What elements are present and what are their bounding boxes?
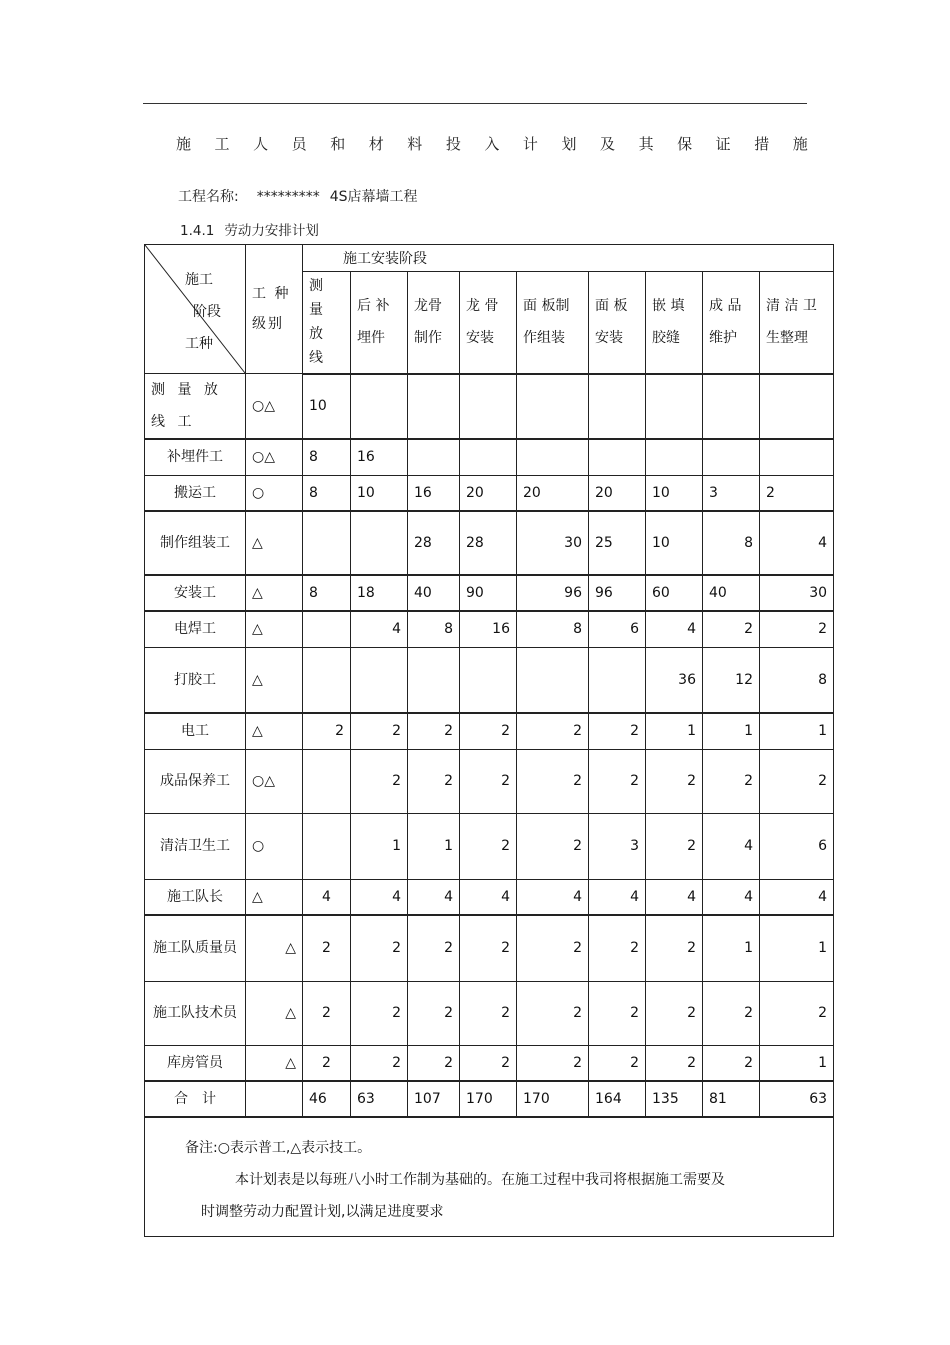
value-cell: 2 (760, 981, 834, 1045)
value-cell: 2 (517, 1045, 589, 1081)
value-cell: 2 (460, 1045, 517, 1081)
value-cell (646, 374, 703, 440)
value-cell (517, 439, 589, 475)
value-cell: 2 (408, 749, 460, 813)
table-row (145, 713, 834, 749)
value-cell (703, 439, 760, 475)
value-cell: 30 (517, 511, 589, 575)
table-row (145, 511, 834, 575)
stage-label: 龙 骨安装 (466, 298, 499, 347)
value-cell: 4 (351, 879, 408, 915)
level-cell: △ (246, 915, 303, 981)
value-cell: 4 (460, 879, 517, 915)
worker-type: 搬运工 (174, 484, 216, 501)
title-char: 入 (484, 135, 500, 153)
value-cell (517, 647, 589, 713)
worker-type-cell (145, 475, 246, 511)
value-cell: 20 (460, 475, 517, 511)
value-cell: 4 (517, 879, 589, 915)
level-header (246, 245, 303, 374)
value-cell: 4 (646, 879, 703, 915)
stage-col-header (589, 272, 646, 374)
value-cell (408, 439, 460, 475)
value-cell (760, 439, 834, 475)
level-cell: △ (246, 647, 303, 713)
level-cell: ○ (246, 475, 303, 511)
worker-type: 合 计 (174, 1091, 216, 1107)
value-cell: 2 (703, 611, 760, 647)
worker-type-cell (145, 915, 246, 981)
value-cell: 40 (408, 575, 460, 611)
header-row-stage (145, 245, 834, 272)
value-cell: 2 (589, 713, 646, 749)
worker-type: 制作组装工 (160, 535, 230, 551)
value-cell: 107 (408, 1081, 460, 1117)
value-cell: 2 (303, 713, 351, 749)
worker-type: 清洁卫生工 (160, 838, 230, 854)
value-cell (303, 813, 351, 879)
title-char: 料 (407, 135, 423, 153)
table-row (145, 1045, 834, 1081)
table-row (145, 475, 834, 511)
worker-type-cell (145, 981, 246, 1045)
value-cell: 2 (703, 1045, 760, 1081)
value-cell: 20 (517, 475, 589, 511)
value-cell: 4 (303, 879, 351, 915)
title-char: 划 (561, 135, 577, 153)
worker-type: 补埋件工 (167, 449, 223, 466)
value-cell: 2 (760, 475, 834, 511)
value-cell: 2 (646, 915, 703, 981)
corner-label-bottom: 工种 (185, 336, 213, 352)
worker-type: 施工队长 (167, 888, 223, 905)
top-rule (143, 103, 807, 104)
value-cell: 6 (589, 611, 646, 647)
value-cell (303, 647, 351, 713)
note-cell (145, 1117, 834, 1237)
value-cell: 2 (703, 749, 760, 813)
value-cell: 2 (517, 981, 589, 1045)
level-cell: △ (246, 511, 303, 575)
worker-type: 电工 (181, 723, 209, 740)
value-cell: 2 (408, 981, 460, 1045)
worker-type: 库房管员 (167, 1054, 223, 1071)
project-line (178, 186, 418, 206)
value-cell: 12 (703, 647, 760, 713)
value-cell: 8 (517, 611, 589, 647)
value-cell: 2 (589, 981, 646, 1045)
stage-col-header (303, 272, 351, 374)
value-cell: 170 (460, 1081, 517, 1117)
value-cell (460, 647, 517, 713)
value-cell (589, 374, 646, 440)
corner-label-top: 施工 (185, 272, 213, 288)
worker-type-cell (145, 511, 246, 575)
section-title: 劳动力安排计划 (224, 223, 319, 239)
worker-type-cell (145, 374, 246, 440)
value-cell: 1 (703, 713, 760, 749)
section-number: 1.4.1 (180, 223, 215, 239)
worker-type-cell (145, 713, 246, 749)
value-cell (408, 374, 460, 440)
value-cell: 96 (517, 575, 589, 611)
stage-label: 后 补埋件 (357, 298, 390, 347)
value-cell: 4 (760, 511, 834, 575)
level-cell: △ (246, 575, 303, 611)
value-cell (460, 374, 517, 440)
document-title (176, 133, 808, 154)
value-cell (303, 749, 351, 813)
value-cell: 2 (646, 813, 703, 879)
value-cell: 2 (351, 713, 408, 749)
diagonal-header-cell (145, 245, 246, 374)
value-cell: 3 (589, 813, 646, 879)
worker-type-cell (145, 611, 246, 647)
note-line-2: 本计划表是以每班八小时工作制为基础的。在施工过程中我司将根据施工需要及 (235, 1172, 725, 1188)
value-cell: 8 (303, 575, 351, 611)
stage-header: 施工安装阶段 (303, 245, 834, 272)
value-cell: 96 (589, 575, 646, 611)
value-cell (760, 374, 834, 440)
worker-type: 测 量 放 线 工 (151, 382, 222, 430)
worker-type-cell (145, 575, 246, 611)
section-heading (180, 219, 319, 239)
value-cell: 2 (517, 813, 589, 879)
project-label: 工程名称: (178, 189, 239, 205)
project-stars: ********* (256, 189, 320, 205)
value-cell: 16 (351, 439, 408, 475)
value-cell: 81 (703, 1081, 760, 1117)
title-char: 人 (253, 135, 269, 153)
stage-col-header (351, 272, 408, 374)
table-row (145, 1081, 834, 1117)
value-cell: 135 (646, 1081, 703, 1117)
value-cell (646, 439, 703, 475)
table-row (145, 749, 834, 813)
table-row (145, 813, 834, 879)
worker-type-cell (145, 749, 246, 813)
value-cell: 4 (703, 879, 760, 915)
table-row (145, 575, 834, 611)
stage-label: 成 品维护 (709, 298, 742, 347)
value-cell: 1 (703, 915, 760, 981)
title-char: 员 (291, 135, 307, 153)
value-cell: 18 (351, 575, 408, 611)
value-cell: 36 (646, 647, 703, 713)
title-char: 投 (445, 135, 461, 153)
title-char: 和 (330, 135, 346, 153)
value-cell: 2 (760, 749, 834, 813)
value-cell: 164 (589, 1081, 646, 1117)
value-cell: 6 (760, 813, 834, 879)
title-char: 保 (677, 135, 693, 153)
value-cell: 4 (760, 879, 834, 915)
value-cell: 2 (589, 1045, 646, 1081)
value-cell (351, 647, 408, 713)
title-char: 其 (638, 135, 654, 153)
value-cell: 2 (351, 1045, 408, 1081)
value-cell: 2 (303, 981, 351, 1045)
value-cell: 2 (303, 1045, 351, 1081)
worker-type-cell (145, 439, 246, 475)
stage-label: 嵌 填胶缝 (652, 298, 685, 347)
worker-type-cell (145, 1081, 246, 1117)
value-cell (408, 647, 460, 713)
stage-col-header (703, 272, 760, 374)
value-cell: 2 (517, 749, 589, 813)
note-line-1: 备注:○表示普工,△表示技工。 (185, 1140, 372, 1156)
corner-label-mid: 阶段 (193, 304, 221, 320)
stage-label: 龙骨制作 (414, 298, 442, 347)
level-cell: ○△ (246, 749, 303, 813)
title-char: 及 (600, 135, 616, 153)
level-cell: △ (246, 981, 303, 1045)
value-cell (589, 647, 646, 713)
value-cell: 2 (460, 749, 517, 813)
title-char: 施 (792, 135, 808, 153)
title-char: 材 (368, 135, 384, 153)
title-char: 证 (715, 135, 731, 153)
value-cell: 20 (589, 475, 646, 511)
level-cell: △ (246, 611, 303, 647)
value-cell: 4 (408, 879, 460, 915)
value-cell (460, 439, 517, 475)
worker-type-cell (145, 647, 246, 713)
worker-type: 成品保养工 (160, 773, 230, 789)
level-cell: △ (246, 713, 303, 749)
value-cell: 2 (646, 981, 703, 1045)
table-row (145, 374, 834, 440)
value-cell: 2 (760, 611, 834, 647)
stage-col-header (517, 272, 589, 374)
value-cell (303, 611, 351, 647)
project-name: 4S店幕墙工程 (329, 189, 418, 205)
level-cell: ○△ (246, 439, 303, 475)
stage-label: 面 板制作组装 (523, 298, 570, 347)
value-cell: 2 (460, 915, 517, 981)
value-cell: 2 (351, 915, 408, 981)
title-char: 施 (176, 135, 192, 153)
value-cell: 1 (760, 1045, 834, 1081)
value-cell: 2 (646, 749, 703, 813)
value-cell: 2 (351, 981, 408, 1045)
value-cell: 2 (703, 981, 760, 1045)
value-cell: 60 (646, 575, 703, 611)
level-cell (246, 1081, 303, 1117)
value-cell: 10 (646, 511, 703, 575)
value-cell: 2 (646, 1045, 703, 1081)
stage-label: 清 洁 卫生整理 (766, 298, 817, 347)
value-cell: 46 (303, 1081, 351, 1117)
value-cell: 2 (517, 915, 589, 981)
value-cell: 28 (408, 511, 460, 575)
value-cell: 2 (460, 813, 517, 879)
worker-type: 打胶工 (174, 671, 216, 688)
value-cell: 28 (460, 511, 517, 575)
value-cell: 2 (589, 749, 646, 813)
value-cell: 2 (408, 713, 460, 749)
worker-type: 施工队质量员 (153, 940, 237, 957)
value-cell: 2 (303, 915, 351, 981)
value-cell: 8 (303, 475, 351, 511)
level-cell: △ (246, 879, 303, 915)
value-cell (351, 374, 408, 440)
value-cell (303, 511, 351, 575)
value-cell: 10 (351, 475, 408, 511)
value-cell: 90 (460, 575, 517, 611)
value-cell: 16 (460, 611, 517, 647)
worker-type-cell (145, 1045, 246, 1081)
value-cell: 30 (760, 575, 834, 611)
value-cell: 25 (589, 511, 646, 575)
value-cell: 2 (460, 713, 517, 749)
table-row (145, 611, 834, 647)
value-cell: 2 (408, 1045, 460, 1081)
level-cell: ○ (246, 813, 303, 879)
value-cell: 4 (703, 813, 760, 879)
value-cell (589, 439, 646, 475)
value-cell: 40 (703, 575, 760, 611)
value-cell: 2 (351, 749, 408, 813)
value-cell: 4 (646, 611, 703, 647)
value-cell: 1 (646, 713, 703, 749)
title-char: 措 (754, 135, 770, 153)
value-cell (517, 374, 589, 440)
title-char: 工 (214, 135, 230, 153)
value-cell: 8 (303, 439, 351, 475)
worker-type: 施工队技术员 (153, 1005, 237, 1021)
value-cell: 10 (303, 374, 351, 440)
table-row (145, 647, 834, 713)
value-cell (703, 374, 760, 440)
value-cell: 2 (589, 915, 646, 981)
value-cell: 170 (517, 1081, 589, 1117)
stage-label: 测量放线 (309, 278, 323, 367)
stage-col-header (408, 272, 460, 374)
table-row (145, 915, 834, 981)
value-cell: 1 (408, 813, 460, 879)
value-cell: 3 (703, 475, 760, 511)
value-cell: 4 (589, 879, 646, 915)
value-cell: 1 (351, 813, 408, 879)
value-cell (351, 511, 408, 575)
value-cell: 16 (408, 475, 460, 511)
stage-col-header (646, 272, 703, 374)
value-cell: 8 (703, 511, 760, 575)
worker-type: 电焊工 (174, 621, 216, 638)
worker-type-cell (145, 879, 246, 915)
level-header-label: 工 种级别 (252, 286, 291, 332)
value-cell: 1 (760, 915, 834, 981)
note-line-3: 时调整劳动力配置计划,以满足进度要求 (201, 1204, 444, 1220)
value-cell: 2 (460, 981, 517, 1045)
level-cell: △ (246, 1045, 303, 1081)
value-cell: 8 (408, 611, 460, 647)
table-row (145, 439, 834, 475)
value-cell: 2 (517, 713, 589, 749)
labor-plan-table (144, 244, 834, 1237)
worker-type: 安装工 (174, 585, 216, 601)
value-cell: 8 (760, 647, 834, 713)
table-row (145, 981, 834, 1045)
title-char: 计 (522, 135, 538, 153)
value-cell: 63 (351, 1081, 408, 1117)
value-cell: 1 (760, 713, 834, 749)
level-cell: ○△ (246, 374, 303, 440)
value-cell: 10 (646, 475, 703, 511)
table-row (145, 879, 834, 915)
value-cell: 63 (760, 1081, 834, 1117)
stage-col-header (760, 272, 834, 374)
stage-col-header (460, 272, 517, 374)
value-cell: 4 (351, 611, 408, 647)
stage-label: 面 板安装 (595, 298, 628, 347)
note-row (145, 1117, 834, 1237)
value-cell: 2 (408, 915, 460, 981)
worker-type-cell (145, 813, 246, 879)
